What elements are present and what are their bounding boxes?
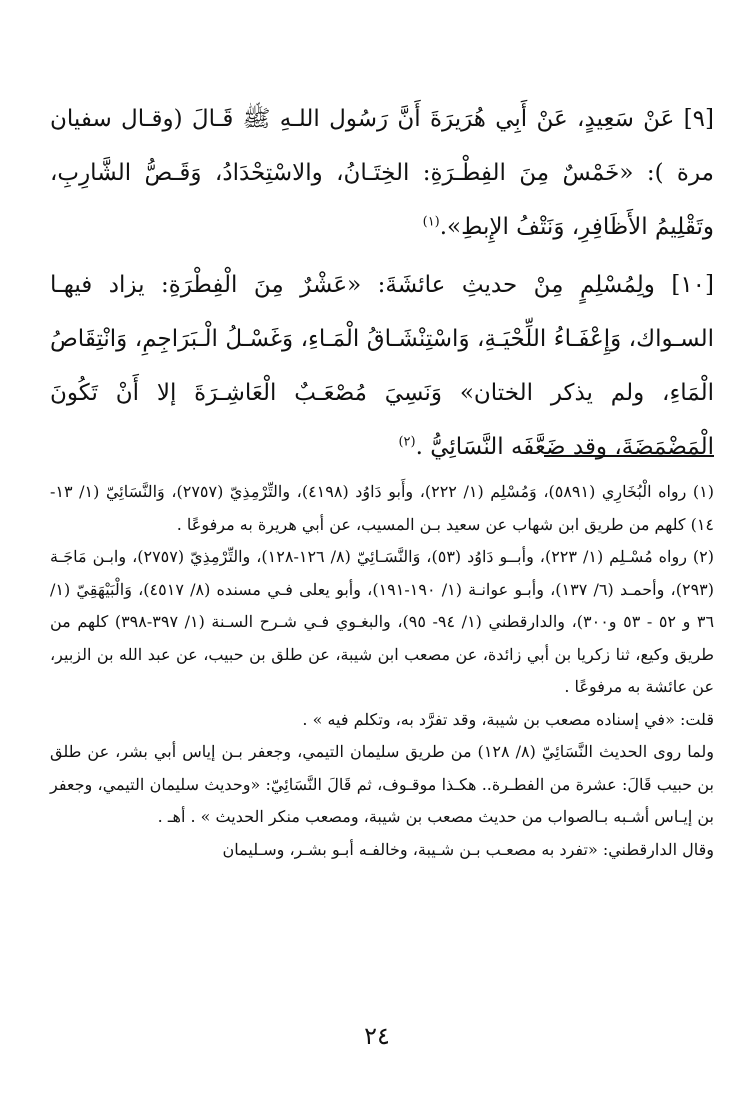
footnote: (١) رواه الْبُخَارِي (٥٨٩١)، وَمُسْلِم (١/ ٢٢٢)، وأَبو دَاوُد (٤١٩٨)، والتِّرْمِذِيّ (٢٧٥٧)، وَالنَّسَائِيّ (١/ ١٣- ١٤) كلهم من طريق ابن شهاب عن سعيد بـن المسيب، عن أبي هريرة به مرفوعًا .	[50, 482, 715, 534]
footnotes	[50, 476, 714, 866]
hadith-paragraph	[50, 92, 714, 254]
page-number: ٢٤	[364, 1022, 390, 1050]
main-text	[50, 92, 714, 474]
hadith-text: [٩] عَنْ سَعِيدٍ، عَنْ أَبِي هُرَيرَةَ أَنَّ رَسُول اللـهِ ﷺ قَـالَ (وقـال سفيان مرة ): «خَمْسٌ مِنَ الفِطْـرَةِ: الخِتَـانُ، والاسْتِحْدَادُ، وَقَـصُّ الشَّارِبِ، وتَقْلِيمُ الأَظَافِرِ، وَنَتْفُ الإِبطِ».	[50, 106, 714, 240]
hadith-paragraph	[50, 258, 714, 474]
footnote-separator	[544, 455, 714, 457]
hadith-text: [١٠] ولِمُسْلِمٍ مِنْ حديثِ عائشَةَ: «عَشْرٌ مِنَ الْفِطْرَةِ: يزاد فيهـا السـواك، وَإِعْفَـاءُ اللِّحْيَـةِ، وَاسْتِنْشَـاقُ الْمَـاءِ، وَغَسْـلُ الْـبَرَاجِمِ، وَانْتِقَاصُ الْمَاءِ، ولم يذكر الختان» وَنَسِيَ مُصْعَـبٌ الْعَاشِـرَةَ إلا أَنْ تَكُونَ الْمَضْمَضَةَ، وقد ضَعَّفَه النَّسَائِيُّ .	[50, 272, 715, 460]
footnote: قلت: «في إسناده مصعب بن شيبة، وقد تفرَّد به، وتكلم فيه » .	[302, 709, 714, 729]
footnote: ولما روى الحديث النَّسَائِيّ (٨/ ١٢٨) من طريق سليمان التيمي، وجعفر بـن إياس أبي بشر، عن طلق بن حبيب قَالَ: عشرة من الفطـرة.. هكـذا موقـوف، ثم قَالَ النَّسَائِيّ: «وحديث سليمان التيمي، وجعفر بن إيـاس أشـبه بـالصواب من حديث مصعب بن شيبة، ومصعب منكر الحديث » . أهـ .	[50, 742, 715, 826]
footnote-reference: (١)	[422, 214, 440, 230]
footnote: وقال الدارقطني: «تفرد به مصعـب بـن شـيبة، وخالفـه أبـو بشـر، وسـليمان	[222, 839, 714, 859]
footnote: (٢) رواه مُسْـلِم (١/ ٢٢٣)، وأبــو دَاوُد (٥٣)، وَالنَّسَـائِيّ (٨/ ١٢٦-١٢٨)، والتِّرْمِذِيّ (٢٧٥٧)، وابـن مَاجَـة (٢٩٣)، وأحمـد (٦/ ١٣٧)، وأبـو عوانـة (١/ ١٩٠-١٩١)، وأبو يعلى فـي مسنده (٨/ ٤٥١٧)، وَالْبَيْهَقِيّ (١/ ٣٦ و ٥٢ - ٥٣ و٣٠٠)، والدارقطني (١/ ٩٤- ٩٥)، والبغـوي فـي شـرح السـنة (١/ ٣٩٧-٣٩٨) كلهم من طريق وكيع، ثنا زكريا بن أبي زائدة، عن مصعب ابن شيبة، عن طلق بن حبيب، عن عبد الله بن الزبير، عن عائشة به مرفوعًا .	[50, 547, 715, 696]
footnote-reference: (٢)	[398, 434, 416, 450]
